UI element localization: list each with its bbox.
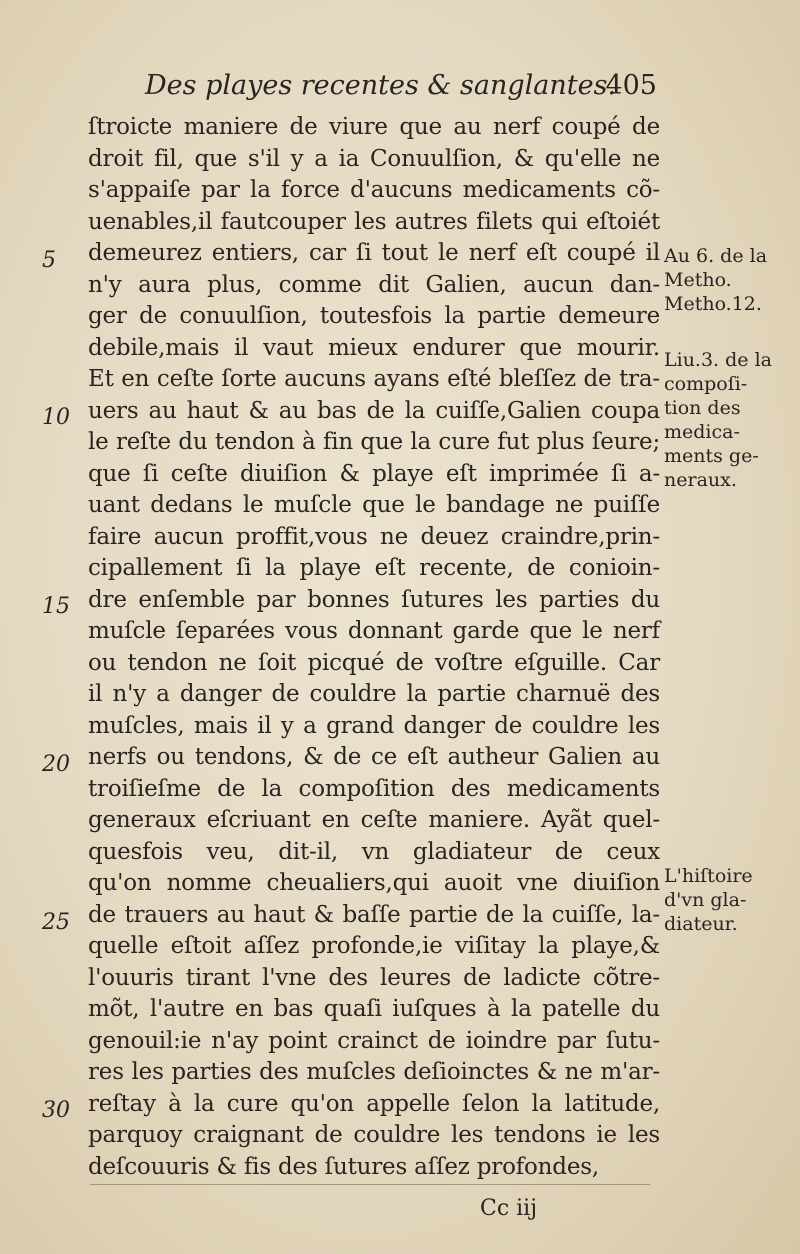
text-line: genouil:ie n'ay point crainct de ioindre par ſutu- <box>88 1027 660 1054</box>
text-line: le reſte du tendon à fin que la cure fut plus ſeure; <box>88 429 660 455</box>
margin-note-line: compoſi- <box>664 373 748 395</box>
margin-note <box>664 864 753 936</box>
line-number: 25 <box>42 910 70 935</box>
margin-note-line: Liu.3. de la <box>664 349 772 371</box>
text-line: troiſieſme de la compoſition des medicaments <box>88 775 660 802</box>
text-line: uenables,il fautcouper les autres filets qui eſtoiét <box>88 208 660 235</box>
text-line: quelle eſtoit aſſez profonde,ie viſitay la playe,& <box>88 933 660 959</box>
text-line: nerfs ou tendons, & de ce eſt autheur Galien au <box>88 744 660 770</box>
text-line: dre enſemble par bonnes ſutures les parties du <box>88 586 660 613</box>
running-header <box>145 70 665 110</box>
margin-note-line: medica- <box>664 421 740 443</box>
text-line: s'appaiſe par la force d'aucuns medicaments cõ- <box>88 177 660 203</box>
text-line: reſtay à la cure qu'on appelle ſelon la latitude, <box>88 1090 660 1117</box>
margin-note-line: ments ge- <box>664 445 759 467</box>
text-line: ou tendon ne ſoit picqué de voſtre eſguille. Car <box>88 649 660 676</box>
footer-rule <box>90 1184 650 1185</box>
text-line: parquoy craignant de couldre les tendons ie les <box>88 1122 660 1148</box>
text-line: quesfois veu, dit-il, vn gladiateur de ceux <box>88 838 660 865</box>
margin-note-line: neraux. <box>664 469 737 491</box>
text-line: muſcle ſeparées vous donnant garde que le nerf <box>88 618 660 644</box>
text-line: l'ouuris tirant l'vne des leures de ladicte cõtre- <box>88 964 660 991</box>
text-line: faire aucun proffit,vous ne deuez craindre,prin- <box>88 523 660 550</box>
text-line: que ſi ceſte diuiſion & playe eſt imprimée ſi a- <box>88 460 660 487</box>
text-line: uant dedans le muſcle que le bandage ne puiſſe <box>88 492 660 518</box>
text-line: deſcouuris & fis des ſutures aſſez profondes, <box>88 1153 599 1180</box>
line-number: 10 <box>42 405 70 430</box>
text-line: il n'y a danger de couldre la partie charnuë des <box>88 681 660 707</box>
body-text <box>88 112 660 1183</box>
signature-mark: Cc iij <box>480 1196 538 1221</box>
margin-note-line: diateur. <box>664 913 738 935</box>
line-number: 5 <box>42 248 56 273</box>
margin-note-line: Au 6. de la <box>664 245 768 267</box>
line-number: 20 <box>42 752 70 777</box>
margin-note-line: Metho. <box>664 269 732 291</box>
text-line: droit fil, que s'il y a ia Conuulſion, & qu'elle ne <box>88 145 660 172</box>
text-line: de trauers au haut & baſſe partie de la cuiſſe, la- <box>88 901 660 928</box>
text-line: demeurez entiers, car ſi tout le nerf eſt coupé il <box>88 240 660 266</box>
text-line: debile,mais il vaut mieux endurer que mourir. <box>88 334 660 361</box>
text-line: ſtroicte maniere de viure que au nerf coupé de <box>88 114 660 140</box>
text-line: mõt, l'autre en bas quaſi iuſques à la patelle du <box>88 996 660 1022</box>
text-line: n'y aura plus, comme dit Galien, aucun dan- <box>88 271 660 298</box>
margin-note-line: tion des <box>664 397 741 419</box>
running-title: Des playes recentes & sanglantes. <box>145 70 617 101</box>
text-line: ger de conuulſion, toutesfois la partie demeure <box>88 303 660 329</box>
text-line: uers au haut & au bas de la cuiſſe,Galien coupa <box>88 397 660 424</box>
text-line: qu'on nomme cheualiers,qui auoit vne diuiſion <box>88 870 660 896</box>
text-line: muſcles, mais il y a grand danger de couldre les <box>88 712 660 739</box>
margin-note <box>664 244 767 316</box>
text-line: Et en ceſte ſorte aucuns ayans eſté bleſſez de tra- <box>88 366 660 392</box>
margin-note-line: L'hiſtoire <box>664 865 753 887</box>
page-number: 405 <box>605 70 657 101</box>
margin-note-line: Metho.12. <box>664 293 762 315</box>
text-line: cipallement ſi la playe eſt recente, de conioin- <box>88 555 660 581</box>
text-line: generaux eſcriuant en ceſte maniere. Ayãt quel- <box>88 807 660 833</box>
margin-note-line: d'vn gla- <box>664 889 747 911</box>
line-number: 30 <box>42 1098 70 1123</box>
margin-note <box>664 348 772 492</box>
text-line: res les parties des muſcles deſioinctes & ne m'ar- <box>88 1059 660 1085</box>
line-number: 15 <box>42 594 70 619</box>
